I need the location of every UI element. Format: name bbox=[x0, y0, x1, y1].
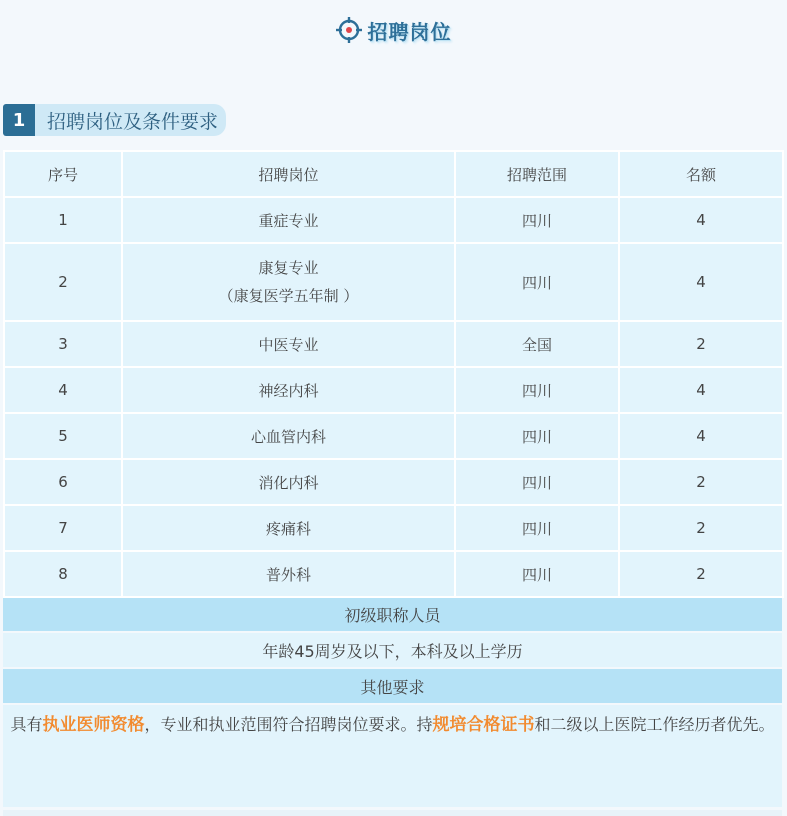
page-title: 招聘岗位 bbox=[367, 19, 452, 44]
page-header bbox=[0, 12, 787, 48]
table-row bbox=[4, 197, 783, 243]
row-quota: 2 bbox=[619, 459, 783, 505]
row-number: 4 bbox=[4, 367, 122, 413]
row-scope: 四川 bbox=[455, 197, 619, 243]
row-scope: 四川 bbox=[455, 413, 619, 459]
table-header-cell: 序号 bbox=[4, 151, 122, 197]
row-scope: 四川 bbox=[455, 505, 619, 551]
table-header-row bbox=[4, 151, 783, 197]
row-scope: 四川 bbox=[455, 367, 619, 413]
row-post bbox=[122, 243, 455, 321]
table-row bbox=[4, 321, 783, 367]
row-quota: 4 bbox=[619, 367, 783, 413]
row-post-main: 康复专业 bbox=[258, 259, 319, 277]
row-scope: 四川 bbox=[455, 459, 619, 505]
other-requirement-text bbox=[3, 705, 782, 807]
row-post: 中医专业 bbox=[122, 321, 455, 367]
section-number: 1 bbox=[3, 104, 35, 136]
other-title-band: 其他要求 bbox=[3, 669, 782, 703]
row-number: 7 bbox=[4, 505, 122, 551]
row-post: 疼痛科 bbox=[122, 505, 455, 551]
section-heading bbox=[3, 104, 226, 136]
footer-strip bbox=[3, 810, 782, 816]
row-post: 神经内科 bbox=[122, 367, 455, 413]
row-quota: 4 bbox=[619, 413, 783, 459]
table-header-cell: 招聘岗位 bbox=[122, 151, 455, 197]
table-header-cell: 招聘范围 bbox=[455, 151, 619, 197]
row-quota: 2 bbox=[619, 551, 783, 597]
junior-title-band: 初级职称人员 bbox=[3, 598, 782, 631]
target-icon bbox=[336, 17, 362, 43]
table-row bbox=[4, 243, 783, 321]
row-scope: 四川 bbox=[455, 243, 619, 321]
other-mid: ，专业和执业范围符合招聘岗位要求。持 bbox=[144, 715, 433, 734]
positions-table bbox=[3, 150, 784, 598]
other-prefix: 具有 bbox=[10, 715, 43, 734]
table-row bbox=[4, 367, 783, 413]
row-post: 普外科 bbox=[122, 551, 455, 597]
row-post-sub: （康复医学五年制 ） bbox=[218, 287, 359, 305]
row-post: 重症专业 bbox=[122, 197, 455, 243]
row-number: 6 bbox=[4, 459, 122, 505]
table-row bbox=[4, 413, 783, 459]
row-quota: 2 bbox=[619, 505, 783, 551]
row-scope: 全国 bbox=[455, 321, 619, 367]
row-quota: 2 bbox=[619, 321, 783, 367]
row-number: 5 bbox=[4, 413, 122, 459]
table-header-cell: 名额 bbox=[619, 151, 783, 197]
row-quota: 4 bbox=[619, 243, 783, 321]
row-number: 1 bbox=[4, 197, 122, 243]
row-number: 3 bbox=[4, 321, 122, 367]
table-row bbox=[4, 551, 783, 597]
junior-requirement-text: 年龄45周岁及以下，本科及以上学历 bbox=[3, 633, 782, 667]
highlight-certificate: 规培合格证书 bbox=[432, 715, 535, 735]
row-scope: 四川 bbox=[455, 551, 619, 597]
row-post: 心血管内科 bbox=[122, 413, 455, 459]
row-number: 2 bbox=[4, 243, 122, 321]
table-row bbox=[4, 505, 783, 551]
row-number: 8 bbox=[4, 551, 122, 597]
section-title: 招聘岗位及条件要求 bbox=[35, 104, 226, 136]
highlight-license: 执业医师资格 bbox=[42, 715, 145, 735]
row-quota: 4 bbox=[619, 197, 783, 243]
row-post: 消化内科 bbox=[122, 459, 455, 505]
other-suffix: 和二级以上医院工作经历者优先。 bbox=[534, 715, 775, 734]
table-row bbox=[4, 459, 783, 505]
